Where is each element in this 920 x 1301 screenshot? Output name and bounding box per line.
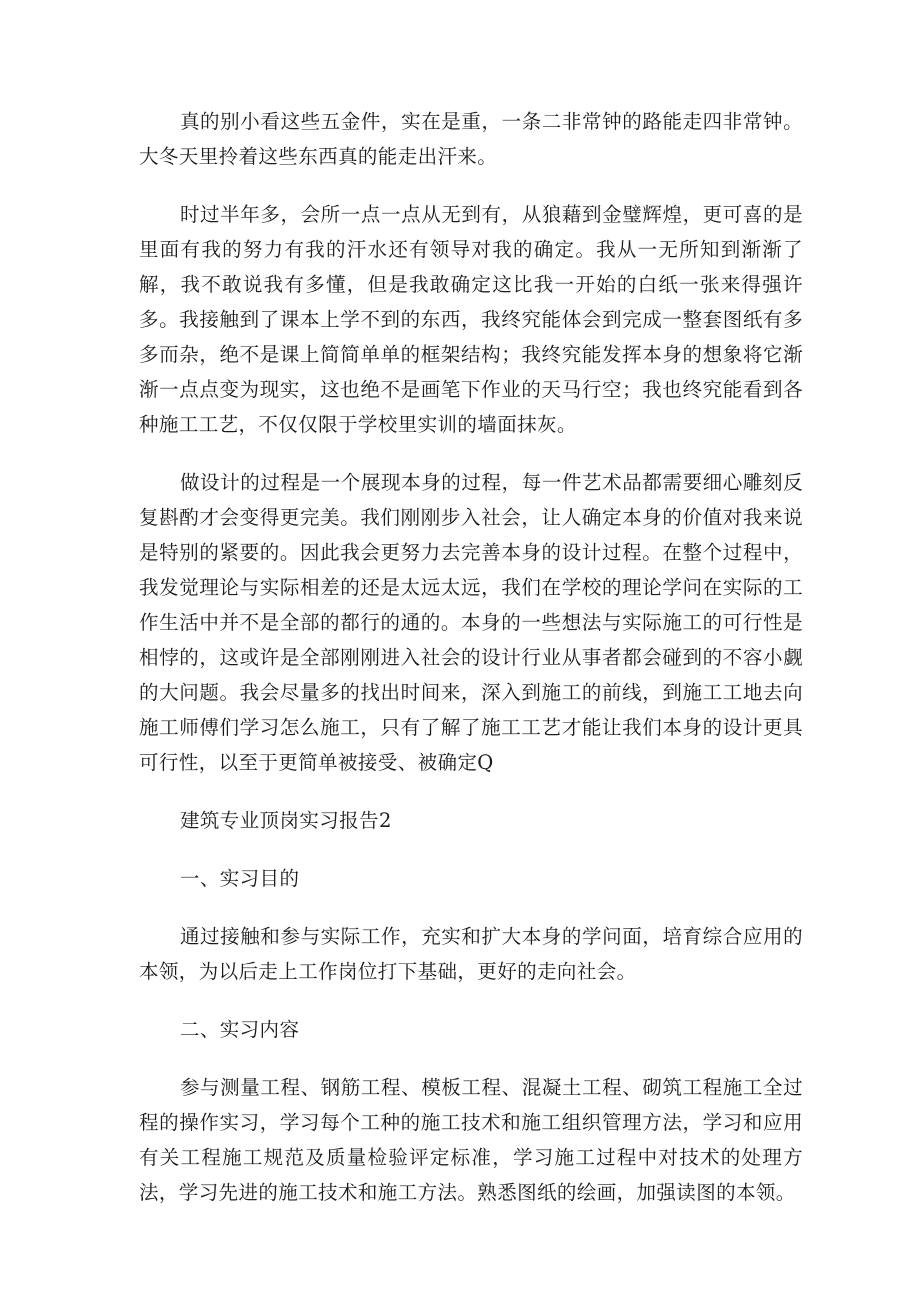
paragraph-3: 做设计的过程是一个展现本身的过程，每一件艺术品都需要细心雕刻反复斟酌才会变得更完美。我们刚刚步入社会，让人确定本身的价值对我来说是特别的紧要的。因此我会更努力去完善本身的设计过程。在整个过程中，我发觉理论与实际相差的还是太远太远，我们在学校的理论学问在实际的工作生活中并不是全部的都行的通的。本身的一些想法与实际施工的可行性是相悖的，这或许是全部刚刚进入社会的设计行业从事者都会碰到的不容小觑的大问题。我会尽量多的找出时间来，深入到施工的前线，到施工工地去向施工师傅们学习怎么施工，只有了解了施工工艺才能让我们本身的设计更具可行性，以至于更简单被接受、被确定Q	[139, 471, 803, 774]
paragraph-purpose: 通过接触和参与实际工作，充实和扩大本身的学问面，培育综合应用的本领，为以后走上工作岗位打下基础，更好的走向社会。	[139, 925, 803, 983]
paragraph-2: 时过半年多，会所一点一点从无到有，从狼藉到金璧辉煌，更可喜的是里面有我的努力有我的汗水还有领导对我的确定。我从一无所知到渐渐了解，我不敢说我有多懂，但是我敢确定这比我一开始的白纸一张来得强许多。我接触到了课本上学不到的东西，我终究能体会到完成一整套图纸有多多而杂，绝不是课上简简单单的框架结构；我终究能发挥本身的想象将它渐渐一点点变为现实，这也绝不是画笔下作业的天马行空；我也终究能看到各种施工工艺，不仅仅限于学校里实训的墙面抹灰。	[139, 203, 803, 436]
paragraph-1: 真的别小看这些五金件，实在是重，一条二非常钟的路能走四非常钟。大冬天里拎着这些东西真的能走出汗来。	[139, 110, 803, 168]
paragraph-content: 参与测量工程、钢筋工程、模板工程、混凝土工程、砌筑工程施工全过程的操作实习，学习每个工种的施工技术和施工组织管理方法，学习和应用有关工程施工规范及质量检验评定标准，学习施工过程中对技术的处理方法，学习先进的施工技术和施工方法。熟悉图纸的绘画，加强读图的本领。	[139, 1076, 803, 1204]
section-heading-purpose: 一、实习目的	[179, 867, 300, 890]
report-title: 建筑专业顶岗实习报告2	[179, 809, 392, 832]
section-heading-content: 二、实习内容	[179, 1018, 300, 1041]
document-body	[139, 104, 803, 1233]
